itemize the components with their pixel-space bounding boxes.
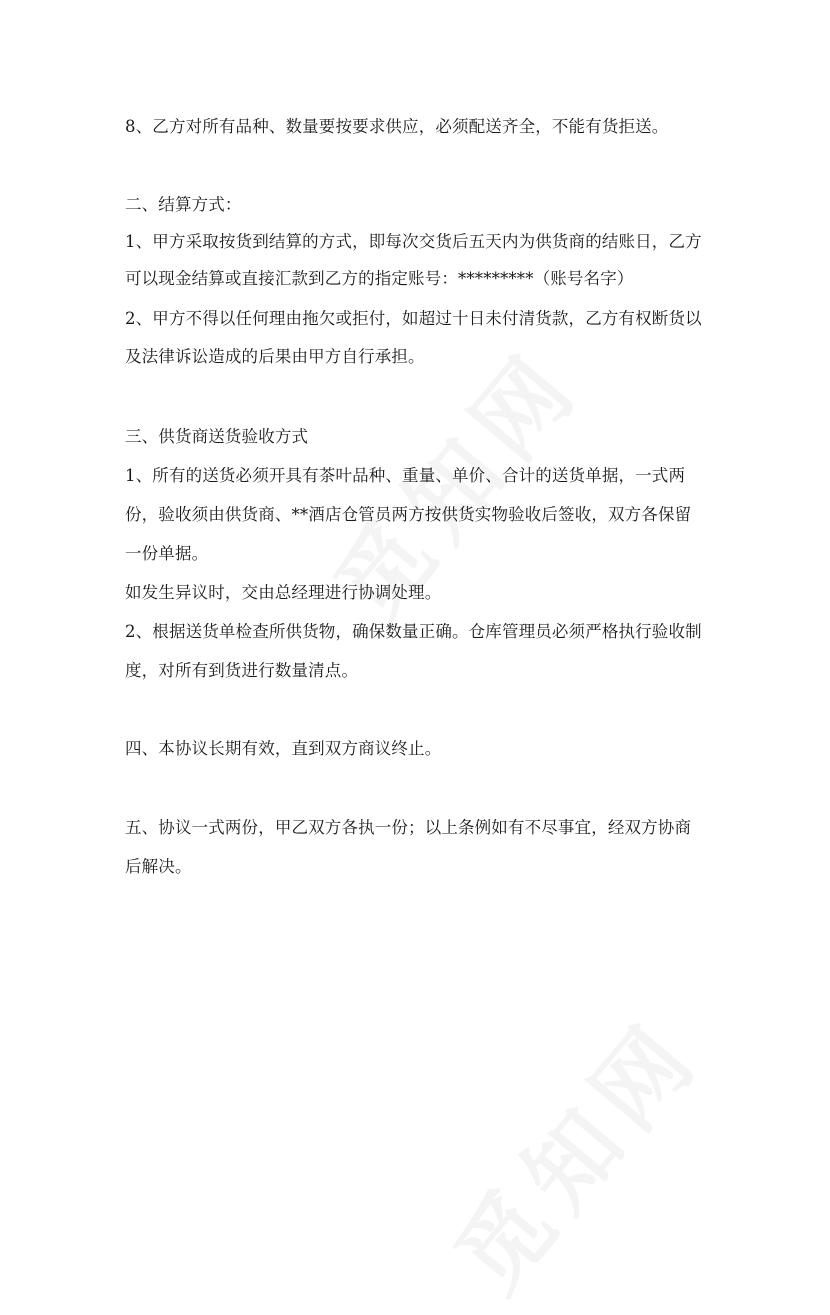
section-2-item-1-line-1: 1、甲方采取按货到结算的方式，即每次交货后五天内为供货商的结账日，乙方 [125,232,702,251]
section-3-item-2-line-1: 2、根据送货单检查所供货物，确保数量正确。仓库管理员必须严格执行验收制 [125,622,702,641]
section-2-item-2-line-1: 2、甲方不得以任何理由拖欠或拒付，如超过十日未付清货款，乙方有权断货以 [125,309,702,328]
section-3-item-2-line-2: 度，对所有到货进行数量清点。 [125,661,359,680]
section-2-item-1-line-2: 可以现金结算或直接汇款到乙方的指定账号：*********（账号名字） [125,269,634,288]
section-4-line: 四、本协议长期有效，直到双方商议终止。 [125,739,442,758]
section-3-item-1-line-3: 一份单据。 [125,544,209,563]
section-3-heading: 三、供货商送货验收方式 [125,427,309,446]
section-2-heading: 二、结算方式： [125,195,242,214]
section-3-item-1-line-2: 份，验收须由供货商、**酒店仓管员两方按供货实物验收后签收，双方各保留 [125,505,692,524]
section-3-item-1-line-1: 1、所有的送货必须开具有茶叶品种、重量、单价、合计的送货单据，一式两 [125,466,686,485]
section-3-dispute-line: 如发生异议时，交由总经理进行协调处理。 [125,583,442,602]
section-2-item-2-line-2: 及法律诉讼造成的后果由甲方自行承担。 [125,347,425,366]
section-5-line-2: 后解决。 [125,857,192,876]
clause-8-line: 8、乙方对所有品种、数量要按要求供应，必须配送齐全，不能有货拒送。 [125,117,669,136]
section-5-line-1: 五、协议一式两份，甲乙双方各执一份；以上条例如有不尽事宜，经双方协商 [125,818,692,837]
watermark [420,986,726,1314]
